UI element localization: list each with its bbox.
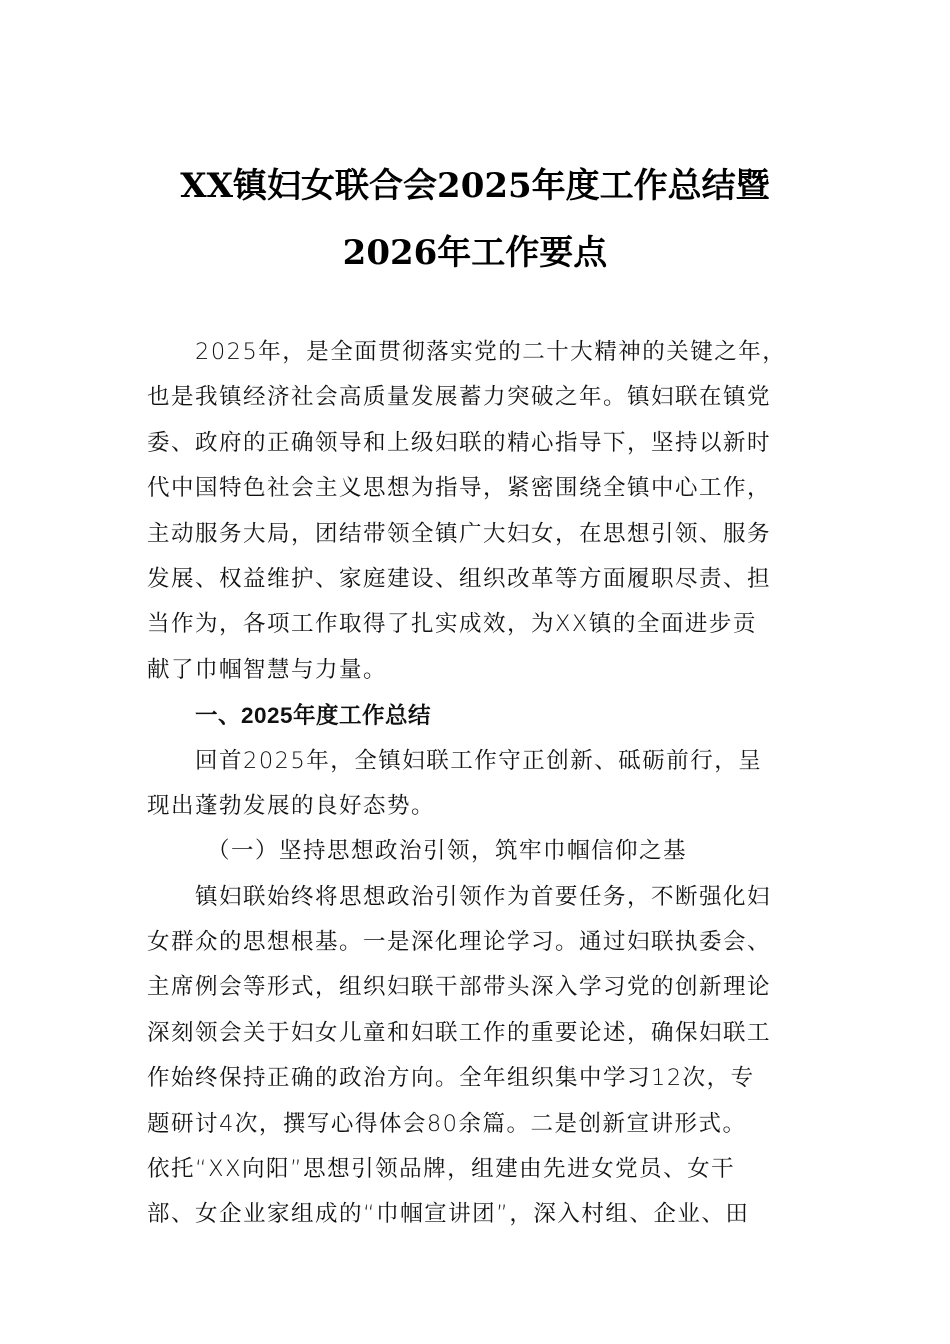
- intro-line: 委、政府的正确领导和上级妇联的精心指导下，坚持以新时: [147, 429, 772, 456]
- section-heading: 一、2025年度工作总结: [195, 703, 432, 729]
- document-body: [147, 330, 817, 1238]
- intro-line: 当作为，各项工作取得了扎实成效，为XX镇的全面进步贡: [147, 611, 757, 638]
- section-intro-line: 现出蓬勃发展的良好态势。: [147, 792, 436, 819]
- intro-line: 2025年，是全面贯彻落实党的二十大精神的关键之年，: [195, 339, 787, 365]
- subsection-line: 镇妇联始终将思想政治引领作为首要任务，不断强化妇: [195, 883, 772, 910]
- subsection-line: 深刻领会关于妇女儿童和妇联工作的重要论述，确保妇联工: [147, 1019, 772, 1046]
- document-title-line-1: XX镇妇女联合会2025年度工作总结暨: [180, 166, 770, 206]
- subsection-line: 女群众的思想根基。一是深化理论学习。通过妇联执委会、: [147, 929, 772, 956]
- intro-line: 代中国特色社会主义思想为指导，紧密围绕全镇中心工作，: [147, 475, 772, 502]
- subsection-line: 作始终保持正确的政治方向。全年组织集中学习12次，专: [147, 1065, 755, 1092]
- intro-line: 献了巾帼智慧与力量。: [147, 656, 388, 683]
- subsection-line: 题研讨4次，撰写心得体会80余篇。二是创新宣讲形式。: [147, 1110, 747, 1137]
- subsection-line: 部、女企业家组成的“巾帼宣讲团”，深入村组、企业、田: [147, 1201, 750, 1228]
- intro-line: 发展、权益维护、家庭建设、组织改革等方面履职尽责、担: [147, 565, 772, 592]
- intro-line: 主动服务大局，团结带领全镇广大妇女，在思想引领、服务: [147, 520, 772, 547]
- intro-line: 也是我镇经济社会高质量发展蓄力突破之年。镇妇联在镇党: [147, 384, 772, 411]
- document-title-line-2: 2026年工作要点: [342, 233, 608, 273]
- subsection-line: 主席例会等形式，组织妇联干部带头深入学习党的创新理论: [147, 974, 772, 1001]
- section-intro-line: 回首2025年，全镇妇联工作守正创新、砥砺前行，呈: [195, 747, 763, 774]
- subsection-heading: （一）坚持思想政治引领，筑牢巾帼信仰之基: [207, 838, 688, 865]
- subsection-line: 依托“XX向阳”思想引领品牌，组建由先进女党员、女干: [147, 1156, 736, 1183]
